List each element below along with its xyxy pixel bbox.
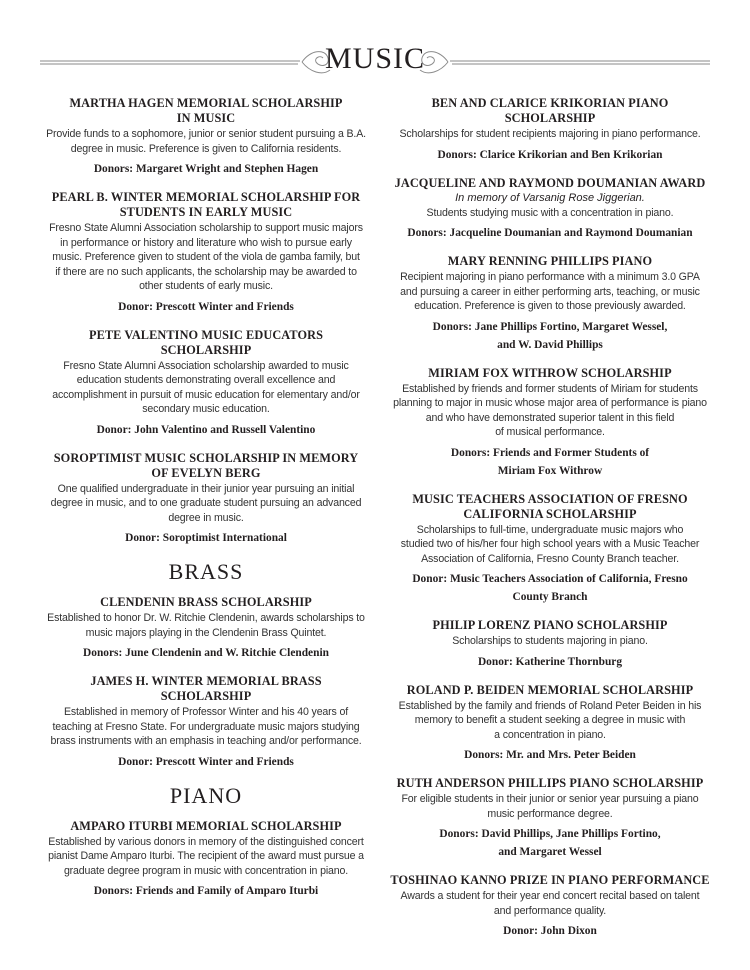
scholarship-subtitle: In memory of Varsanig Rose Jiggerian. [455, 191, 645, 204]
scholarship-title: AMPARO ITURBI MEMORIAL SCHOLARSHIP [70, 818, 342, 833]
scholarship-description: Established by the family and friends of Roland Peter Beiden in his memory to benefit a student seeking a degree in music with a concentration in piano. [398, 699, 702, 741]
scholarship-entry [375, 366, 725, 480]
scholarship-title: MARY RENNING PHILLIPS PIANO [447, 254, 653, 268]
scholarship-title: ROLAND P. BEIDEN MEMORIAL SCHOLARSHIP [406, 682, 694, 697]
scholarship-entry [375, 618, 725, 671]
scholarship-description: One qualified undergraduate in their junior year pursuing an initial degree in music, and to one graduate student pursuing an advanced degree in music. [50, 482, 362, 524]
page-header [0, 36, 750, 86]
scholarship-title: MARTHA HAGEN MEMORIAL SCHOLARSHIP IN MUSIC [69, 96, 343, 125]
scholarship-description: Provide funds to a sophomore, junior or senior student pursuing a B.A. degree in music. Preference is given to California residents. [46, 128, 366, 155]
scholarship-title: JAMES H. WINTER MEMORIAL BRASS SCHOLARSHIP [90, 674, 322, 703]
scholarship-title: PEARL B. WINTER MEMORIAL SCHOLARSHIP FOR STUDENTS IN EARLY MUSIC [51, 190, 361, 219]
scholarship-description: Established by friends and former students of Miriam for students planning to major in music whose major area of performance is piano and who have demonstrated superior talent in this field of musical performance. [393, 382, 707, 438]
scholarship-entry [36, 96, 376, 178]
page-title: MUSIC [324, 42, 426, 75]
scholarship-title: PHILIP LORENZ PIANO SCHOLARSHIP [432, 618, 668, 632]
scholarship-donor: Donors: Friends and Former Students of Miriam Fox Withrow [450, 446, 650, 477]
scholarship-donor: Donors: Jane Phillips Fortino, Margaret Wessel, and W. David Phillips [432, 320, 668, 351]
left-column [36, 96, 376, 912]
scholarship-entry [36, 451, 376, 548]
scholarship-title: PETE VALENTINO MUSIC EDUCATORS SCHOLARSHIP [88, 327, 324, 357]
scholarship-donor: Donor: John Valentino and Russell Valentino [96, 423, 316, 436]
section-heading-brass: BRASS [168, 559, 244, 584]
scholarship-donor: Donors: June Clendenin and W. Ritchie Clendenin [83, 647, 329, 659]
scholarship-description: Recipient majoring in piano performance with a minimum 3.0 GPA and pursuing a career in either performing arts, teaching, or music education. Preference is given to those previously awarded. [400, 271, 700, 312]
scholarship-donor: Donors: Friends and Family of Amparo Iturbi [93, 885, 319, 897]
scholarship-entry [375, 176, 725, 243]
scholarship-donor: Donor: Katherine Thornburg [477, 655, 623, 668]
scholarship-description: Established by various donors in memory of the distinguished concert pianist Dame Amparo Iturbi. The recipient of the award must pursue a graduate degree program in music with concentration in piano. [48, 835, 364, 877]
scholarship-donor: Donors: David Phillips, Jane Phillips Fortino, and Margaret Wessel [439, 828, 661, 858]
scholarship-entry [375, 873, 725, 940]
scholarship-title: SOROPTIMIST MUSIC SCHOLARSHIP IN MEMORY OF EVELYN BERG [53, 450, 359, 480]
scholarship-entry [36, 674, 376, 771]
scholarship-description: Students studying music with a concentration in piano. [426, 206, 674, 219]
scholarship-description: Established in memory of Professor Winter and his 40 years of teaching at Fresno State. For undergraduate music majors studying brass instruments with an emphasis in teaching and/or performance. [50, 706, 362, 747]
scholarship-donor: Donor: Soroptimist International [125, 532, 287, 544]
scholarship-description: Scholarships for student recipients majoring in piano performance. [399, 128, 701, 140]
scholarship-title: TOSHINAO KANNO PRIZE IN PIANO PERFORMANCE [390, 873, 710, 887]
scholarship-donor: Donors: Jacqueline Doumanian and Raymond Doumanian [407, 227, 693, 239]
scholarship-entry [375, 96, 725, 164]
scholarship-entry [36, 190, 376, 316]
scholarship-donor: Donor: Prescott Winter and Friends [118, 755, 294, 768]
scholarship-description: Scholarships to students majoring in piano. [452, 635, 648, 647]
scholarship-donor: Donor: Music Teachers Association of California, Fresno County Branch [412, 573, 688, 603]
scholarship-description: Established to honor Dr. W. Ritchie Clendenin, awards scholarships to music majors playing in the Clendenin Brass Quintet. [47, 612, 365, 639]
scholarship-entry [375, 683, 725, 765]
scholarship-donor: Donors: Margaret Wright and Stephen Hagen [93, 163, 319, 175]
scholarship-donor: Donors: Clarice Krikorian and Ben Krikorian [437, 148, 663, 161]
scholarship-donor: Donor: John Dixon [503, 925, 597, 937]
scholarship-entry [36, 595, 376, 662]
scholarship-description: Fresno State Alumni Association scholarship awarded to music education students demonstrating overall excellence and accomplishment in pursuit of music education for elementary and/or secondary music education. [52, 359, 360, 415]
scholarship-title: MIRIAM FOX WITHROW SCHOLARSHIP [428, 365, 672, 380]
scholarship-description: Scholarships to full-time, undergraduate music majors who studied two of his/her four high school years with a Music Teacher Association of California, Fresno County Branch teacher. [400, 523, 700, 565]
scholarship-title: CLENDENIN BRASS SCHOLARSHIP [100, 595, 312, 609]
scholarship-donor: Donors: Mr. and Mrs. Peter Beiden [464, 749, 636, 761]
scholarship-title: BEN AND CLARICE KRIKORIAN PIANO SCHOLARSHIP [431, 96, 669, 125]
scholarship-description: For eligible students in their junior or senior year pursuing a piano music performance degree. [401, 793, 699, 820]
scholarship-title: RUTH ANDERSON PHILLIPS PIANO SCHOLARSHIP [396, 776, 704, 790]
scholarship-entry [36, 328, 376, 439]
scholarship-entry [375, 492, 725, 607]
scholarship-entry [36, 819, 376, 901]
scholarship-description: Fresno State Alumni Association scholarship to support music majors in performance or history and literature who wish to pursue early music. Preference given to student of the viola de gamba family, but if there are no such applicants, the scholarship may be awarded to other students of early music. [49, 222, 363, 292]
scholarship-title: MUSIC TEACHERS ASSOCIATION OF FRESNO CALIFORNIA SCHOLARSHIP [412, 491, 688, 521]
right-column [375, 96, 725, 952]
scholarship-entry [375, 254, 725, 354]
scholarship-entry [375, 776, 725, 861]
scholarship-description: Awards a student for their year end concert recital based on talent and performance quality. [400, 890, 700, 917]
scholarship-donor: Donor: Prescott Winter and Friends [118, 300, 294, 313]
section-heading-piano: PIANO [169, 782, 243, 808]
scholarship-title: JACQUELINE AND RAYMOND DOUMANIAN AWARD [394, 175, 706, 190]
